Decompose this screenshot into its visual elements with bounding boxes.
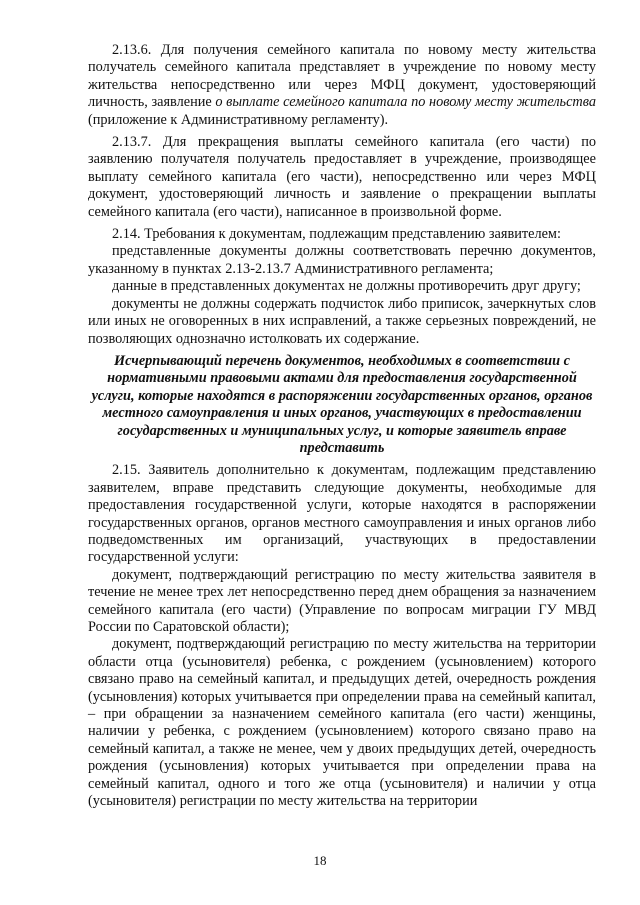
- paragraph-2-15-item-1: документ, подтверждающий регистрацию по месту жительства заявителя в течение не менее трех лет непосредственно перед днем обращения за назначением семейного капитала (его части) (Управление по вопросам миграции ГУ МВД России по Саратовской области);: [88, 566, 596, 635]
- section-heading: Исчерпывающий перечень документов, необходимых в соответствии с нормативными правовыми актами для предоставления государственной услуги, которые находятся в распоряжении государственных органов, органов местного самоуправления и иных органов, участвующих в предоставлении государственных и муниципальных услуг, и которые заявитель вправе представить: [91, 352, 593, 456]
- paragraph-2-13-6-text: 2.13.6. Для получения семейного капитала по новому месту жительства получатель семейного капитала представляет в учреждение по новому месту жительства непосредственно или через МФЦ документ, удостоверяющий личность, заявление: [88, 42, 596, 111]
- paragraph-2-13-6-italic: о выплате семейного капитала по новому месту жительства: [215, 94, 596, 111]
- paragraph-2-14-item-1: представленные документы должны соответствовать перечню документов, указанному в пунктах 2.13-2.13.7 Административного регламента;: [88, 243, 596, 277]
- paragraph-2-15: 2.15. Заявитель дополнительно к документам, подлежащим представлению заявителем, вправе представить следующие документы, необходимые для предоставления государственной услуги, которые находятся в распоряжении государственных органов, органов местного самоуправления и иных органов либо подведомственных им организаций, участвующих в предоставлении государственной услуги:: [88, 462, 596, 566]
- paragraph-2-13-7: 2.13.7. Для прекращения выплаты семейного капитала (его части) по заявлению получателя получатель предоставляет в учреждение, производящее выплату семейного капитала (его части), непосредственно или через МФЦ документ, удостоверяющий личность и заявление о прекращении выплаты семейного капитала (его части), написанное в произвольной форме.: [88, 134, 596, 220]
- paragraph-2-13-6: [88, 42, 596, 129]
- paragraph-2-13-6-tail: (приложение к Административному регламенту).: [88, 111, 389, 128]
- paragraph-2-14-item-3: документы не должны содержать подчисток либо приписок, зачеркнутых слов или иных не оговоренных в них исправлений, а также серьезных повреждений, не позволяющих однозначно истолковать их содержание.: [88, 295, 596, 347]
- page-number: 18: [313, 853, 327, 868]
- document-body: [88, 42, 596, 810]
- paragraph-2-15-item-2: документ, подтверждающий регистрацию по месту жительства на территории области отца (усыновителя) ребенка, с рождением (усыновлением) которого связано право на семейный капитал, и предыдущих детей, очередность рождения (усыновления) которых учитывается при определении права на семейный капитал, – при обращении за назначением семейного капитала (его части) женщины, наличии у ребенка, с рождением (усыновлением) которого связано право на семейный капитал, а также не менее, чем у двоих предыдущих детей, очередность рождения (усыновления) которых учитывается при определении права на семейный капитал, одного и того же отца (усыновителя) и наличии у отца (усыновителя) регистрации по месту жительства на территории: [88, 636, 596, 810]
- paragraph-2-14-item-2: данные в представленных документах не должны противоречить друг другу;: [112, 278, 581, 295]
- paragraph-2-14: 2.14. Требования к документам, подлежащим представлению заявителем:: [112, 226, 561, 243]
